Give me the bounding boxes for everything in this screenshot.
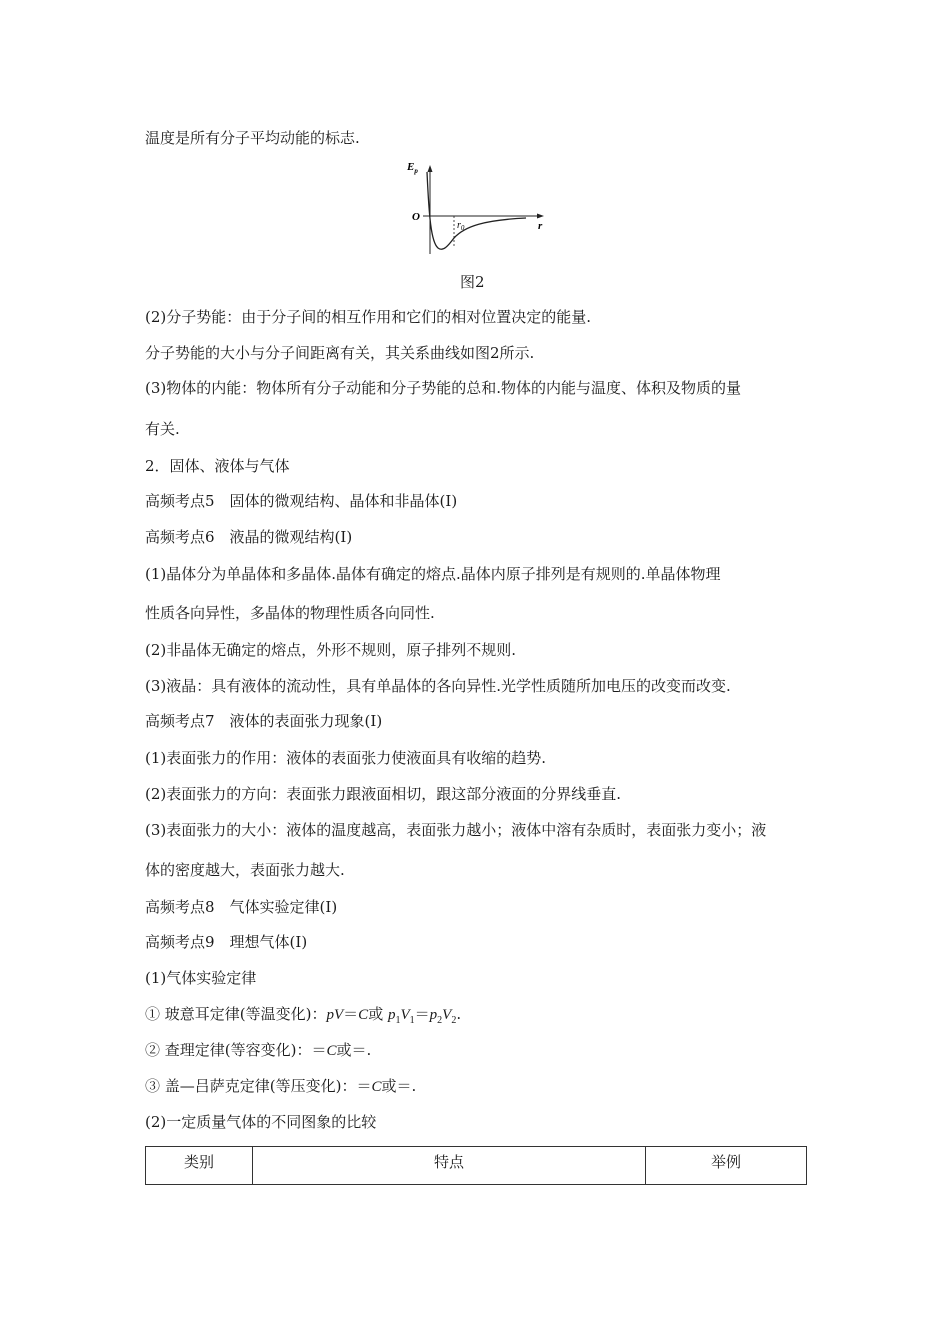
text-line: 分子势能的大小与分子间距离有关，其关系曲线如图2所示. [145, 344, 535, 362]
r0-label: $r_0$ [457, 220, 465, 232]
x-axis-label: r [538, 220, 543, 232]
potential-energy-curve [427, 172, 526, 249]
origin-label: O [412, 211, 420, 223]
topic-heading: 高频考点9 理想气体(Ⅰ) [145, 933, 308, 951]
text-line: (3)表面张力的大小：液体的温度越高，表面张力越小；液体中溶有杂质时，表面张力变小；液 [145, 821, 767, 839]
text-line: 性质各向异性，多晶体的物理性质各向同性. [145, 604, 435, 622]
text-line: (1)晶体分为单晶体和多晶体.晶体有确定的熔点.晶体内原子排列是有规则的.单晶体物理 [145, 565, 721, 583]
text-line: (3)液晶：具有液体的流动性，具有单晶体的各向异性.光学性质随所加电压的改变而改变. [145, 677, 731, 695]
gas-graph-comparison-table [145, 1146, 807, 1185]
topic-heading: 高频考点7 液体的表面张力现象(Ⅰ) [145, 712, 383, 730]
text-line: (2)分子势能：由于分子间的相互作用和它们的相对位置决定的能量. [145, 308, 592, 326]
x-axis-arrow [537, 214, 544, 219]
text-line: 有关. [145, 420, 180, 438]
text-line: 温度是所有分子平均动能的标志. [145, 129, 360, 147]
table-header-row [146, 1147, 807, 1185]
text-line: (1)气体实验定律 [145, 969, 257, 987]
gay-lussac-law-line: ③ 盖—吕萨克定律(等压变化)：＝C或＝. [145, 1077, 417, 1095]
y-axis-arrow [428, 165, 433, 172]
charles-law-line: ② 查理定律(等容变化)：＝C或＝. [145, 1041, 372, 1059]
potential-energy-curve-graph [405, 156, 550, 260]
potential-energy-figure [405, 156, 550, 260]
figure-caption: 图2 [460, 273, 485, 291]
text-line: (3)物体的内能：物体所有分子动能和分子势能的总和.物体的内能与温度、体积及物质的量 [145, 379, 742, 397]
text-line: (2)非晶体无确定的熔点，外形不规则，原子排列不规则. [145, 641, 517, 659]
header-features: 特点 [253, 1147, 646, 1185]
header-category: 类别 [146, 1147, 253, 1185]
topic-heading: 高频考点8 气体实验定律(Ⅰ) [145, 898, 338, 916]
text-line: (1)表面张力的作用：液体的表面张力使液面具有收缩的趋势. [145, 749, 547, 767]
y-axis-label: $E_p$ [407, 161, 418, 175]
text-line: (2)表面张力的方向：表面张力跟液面相切，跟这部分液面的分界线垂直. [145, 785, 622, 803]
text-line: (2)一定质量气体的不同图象的比较 [145, 1113, 377, 1131]
header-examples: 举例 [646, 1147, 807, 1185]
text-line: 体的密度越大，表面张力越大. [145, 861, 345, 879]
section-heading: 2．固体、液体与气体 [145, 457, 290, 475]
topic-heading: 高频考点5 固体的微观结构、晶体和非晶体(Ⅰ) [145, 492, 458, 510]
boyle-law-line: ① 玻意耳定律(等温变化)：pV＝C或 $p_1V_1=p_2V_2$. [145, 1005, 462, 1026]
topic-heading: 高频考点6 液晶的微观结构(Ⅰ) [145, 528, 353, 546]
